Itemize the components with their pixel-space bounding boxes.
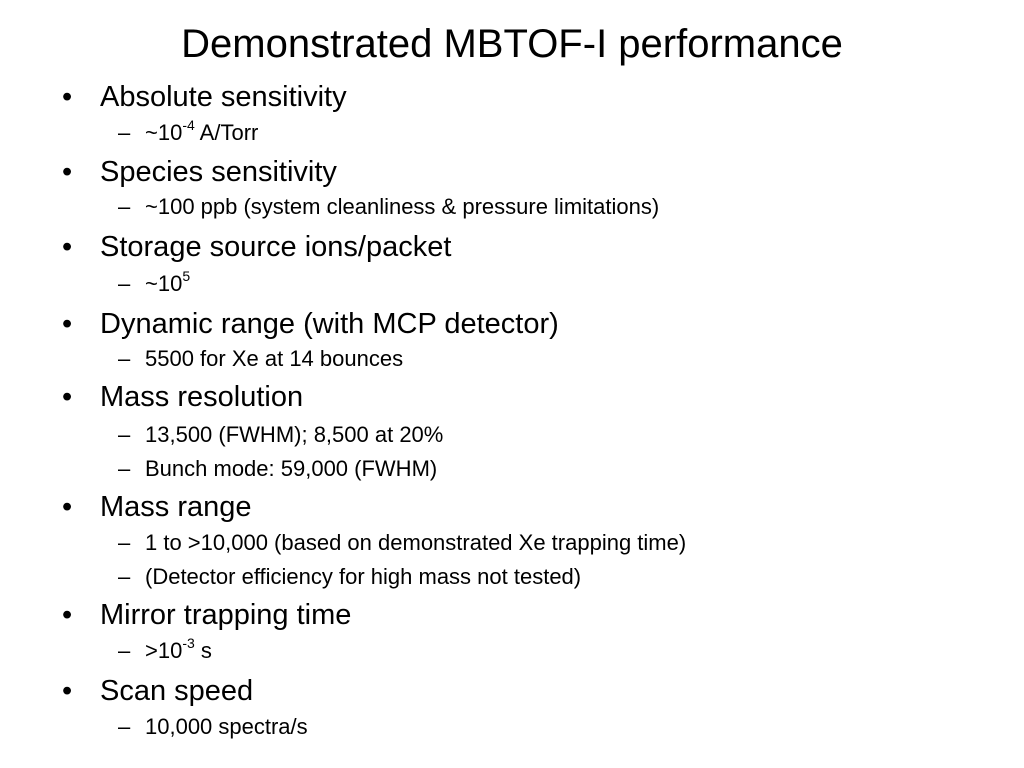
sub-text-main: ~10 <box>145 120 183 145</box>
bullet-label: Scan speed <box>100 675 254 707</box>
sub-bullet-text <box>145 634 212 664</box>
sub-bullet-text <box>145 346 403 372</box>
dash-marker: – <box>118 120 131 145</box>
sub-text-main: >10 <box>145 638 183 663</box>
sub-text-main: 1 to >10,000 (based on demonstrated Xe trapping time) <box>145 530 687 555</box>
sub-text-main: 13,500 (FWHM); 8,500 at 20% <box>145 422 444 447</box>
dash-marker: – <box>118 194 131 219</box>
superscript-exponent: 5 <box>182 267 191 284</box>
bullet-label: Mass resolution <box>100 381 304 413</box>
sub-bullet-text <box>145 456 437 482</box>
bullet-marker: • <box>62 675 73 707</box>
sub-text-main: 10,000 spectra/s <box>145 714 308 739</box>
dash-marker: – <box>118 530 131 555</box>
bullet-marker: • <box>62 381 73 413</box>
sub-bullet-text <box>145 422 443 448</box>
sub-bullet-text <box>145 530 686 556</box>
bullet-marker: • <box>62 599 73 631</box>
bullet-label: Mass range <box>100 491 252 523</box>
sub-bullet-text <box>145 564 581 590</box>
bullet-label: Mirror trapping time <box>100 599 352 631</box>
superscript-exponent: -4 <box>182 116 195 133</box>
bullet-marker: • <box>62 491 73 523</box>
sub-bullet-text <box>145 194 659 220</box>
bullet-marker: • <box>62 231 73 263</box>
bullet-label: Species sensitivity <box>100 156 337 188</box>
slide-title: Demonstrated MBTOF-I performance <box>181 22 843 66</box>
sub-bullet-text <box>145 267 191 297</box>
dash-marker: – <box>118 346 131 371</box>
bullet-label: Dynamic range (with MCP detector) <box>100 308 559 340</box>
dash-marker: – <box>118 714 131 739</box>
dash-marker: – <box>118 271 131 296</box>
dash-marker: – <box>118 456 131 481</box>
sub-text-main: Bunch mode: 59,000 (FWHM) <box>145 456 438 481</box>
dash-marker: – <box>118 422 131 447</box>
sub-text-suffix: A/Torr <box>194 120 259 145</box>
sub-text-suffix: s <box>194 638 212 663</box>
bullet-label: Storage source ions/packet <box>100 231 452 263</box>
sub-text-main: ~100 ppb (system cleanliness & pressure limitations) <box>145 194 660 219</box>
bullet-marker: • <box>62 308 73 340</box>
sub-text-main: (Detector efficiency for high mass not tested) <box>145 564 582 589</box>
dash-marker: – <box>118 564 131 589</box>
dash-marker: – <box>118 638 131 663</box>
superscript-exponent: -3 <box>182 634 195 651</box>
sub-bullet-text <box>145 116 259 146</box>
sub-text-main: ~10 <box>145 271 183 296</box>
bullet-marker: • <box>62 81 73 113</box>
bullet-label: Absolute sensitivity <box>100 81 347 113</box>
bullet-marker: • <box>62 156 73 188</box>
sub-bullet-text <box>145 714 308 740</box>
sub-text-main: 5500 for Xe at 14 bounces <box>145 346 404 371</box>
